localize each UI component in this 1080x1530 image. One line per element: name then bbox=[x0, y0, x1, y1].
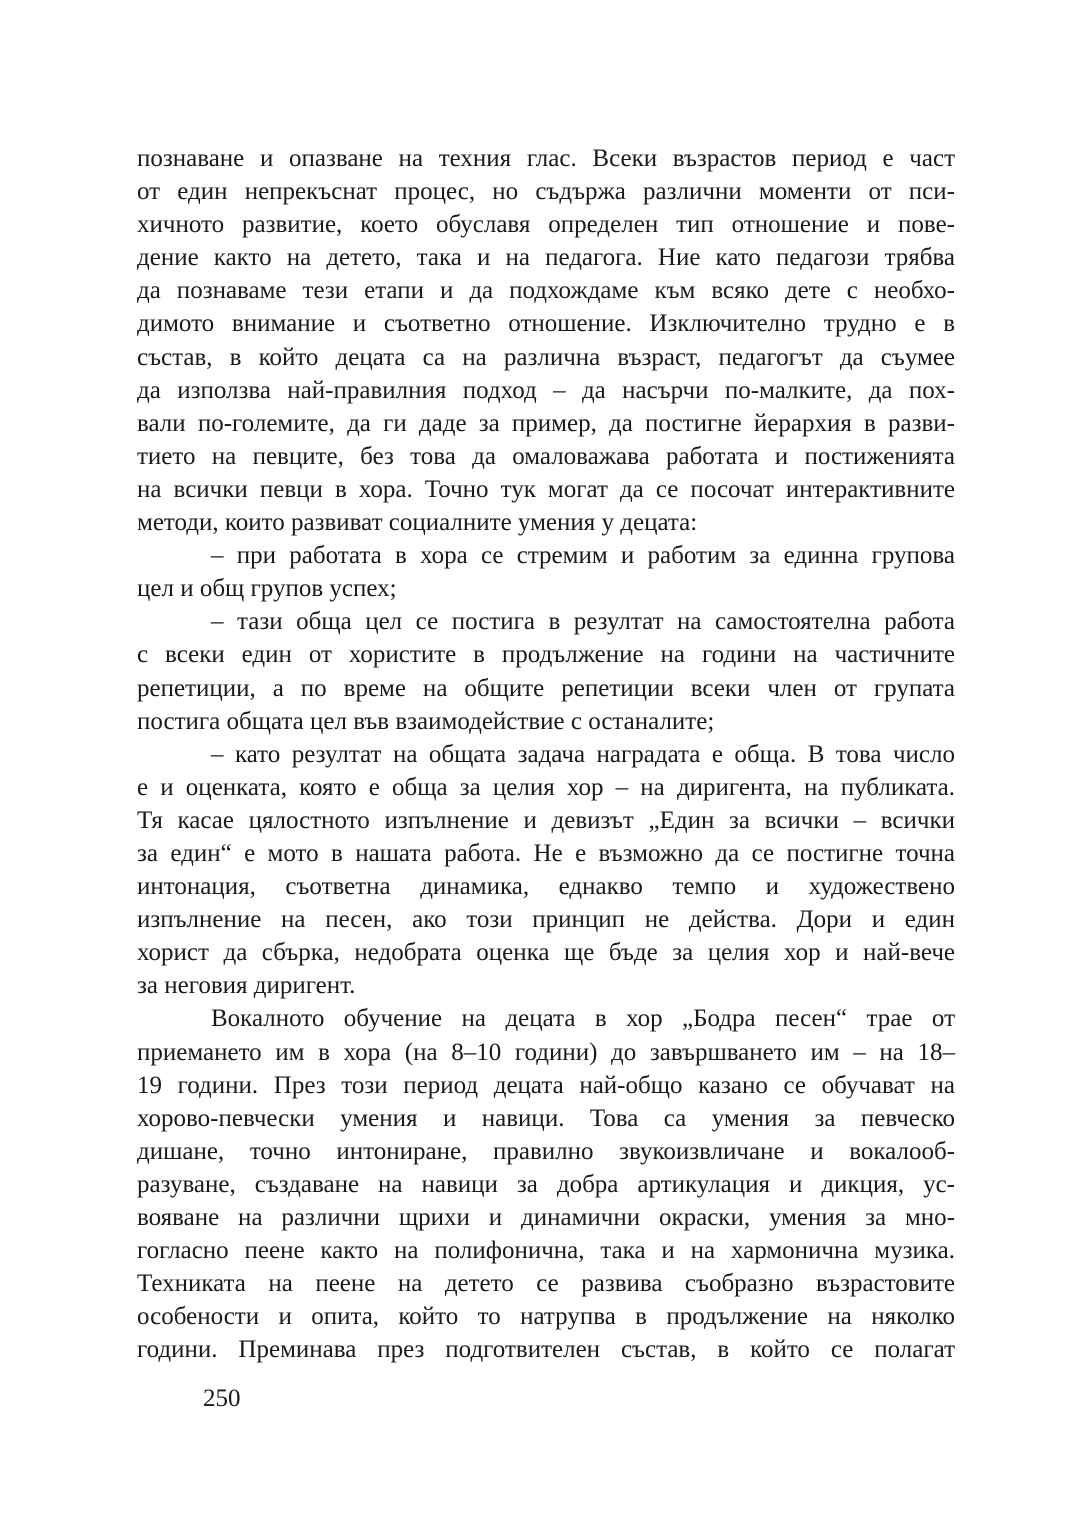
text-line: – като резултат на общата задача наградата е обща. В това число bbox=[211, 740, 955, 768]
page-number: 250 bbox=[203, 1385, 241, 1412]
text-line: тието на певците, без това да омаловажава работата и постиженията bbox=[137, 442, 955, 470]
text-line: познаване и опазване на техния глас. Всеки възрастов период е част bbox=[137, 145, 955, 172]
text-line: Тя касае цялостното изпълнение и девизът „Един за всички – всички bbox=[137, 806, 955, 834]
text-line: приемането им в хора (на 8–10 години) до завършването им – на 18– bbox=[137, 1038, 955, 1066]
text-line: да познаваме тези етапи и да подхождаме към всяко дете с необхо- bbox=[137, 277, 955, 305]
text-line: репетиции, а по време на общите репетиции всеки член от групата bbox=[137, 674, 955, 702]
text-line: хичното развитие, което обуславя определен тип отношение и пове- bbox=[137, 211, 955, 239]
text-line: цел и общ групов успех; bbox=[137, 575, 397, 603]
text-line: методи, които развиват социалните умения у децата: bbox=[137, 509, 698, 537]
text-line: е и оценката, която е обща за целия хор – на диригента, на публиката. bbox=[137, 773, 955, 801]
text-line: 19 години. През този период децата най-общо казано се обучават на bbox=[137, 1071, 955, 1099]
text-line: разуване, създаване на навици за добра артикулация и дикция, ус- bbox=[137, 1170, 955, 1198]
text-line: за неговия диригент. bbox=[137, 972, 356, 1000]
text-line: особености и опита, който то натрупва в продължение на няколко bbox=[137, 1303, 955, 1331]
text-line: Вокалното обучение на децата в хор „Бодра песен“ трае от bbox=[211, 1005, 955, 1033]
text-line: състав, в който децата са на различна възраст, педагогът да съумее bbox=[137, 343, 955, 371]
text-line: вояване на различни щрихи и динамични окраски, умения за мно- bbox=[137, 1204, 955, 1231]
text-line: дение както на детето, така и на педагога. Ние като педагози трябва bbox=[137, 244, 955, 272]
text-line: да използва най-правилния подход – да насърчи по-малките, да пох- bbox=[137, 376, 955, 404]
text-line: хорист да сбърка, недобрата оценка ще бъде за целия хор и най-вече bbox=[137, 939, 955, 967]
text-line: – при работата в хора се стремим и работим за единна групова bbox=[211, 542, 955, 570]
body-text bbox=[137, 142, 955, 1366]
text-line: години. Преминава през подготвителен състав, в който се полагат bbox=[137, 1336, 955, 1364]
text-line: за един“ е мото в нашата работа. Не е възможно да се постигне точна bbox=[137, 839, 955, 867]
text-line: вали по-големите, да ги даде за пример, да постигне йерархия в разви- bbox=[137, 409, 955, 437]
text-line: постига общата цел във взаимодействие с останалите; bbox=[137, 707, 715, 735]
text-line: изпълнение на песен, ако този принцип не действа. Дори и един bbox=[137, 906, 955, 934]
text-line: – тази обща цел се постига в резултат на самостоятелна работа bbox=[211, 608, 955, 636]
text-line: от един непрекъснат процес, но съдържа различни моменти от пси- bbox=[137, 178, 955, 206]
text-line: на всички певци в хора. Точно тук могат да се посочат интерактивните bbox=[137, 475, 955, 503]
text-line: интонация, съответна динамика, еднакво темпо и художествено bbox=[137, 873, 955, 901]
text-line: дишане, точно интониране, правилно звукоизвличане и вокалооб- bbox=[137, 1137, 955, 1165]
text-line: с всеки един от хористите в продължение на години на частичните bbox=[137, 641, 955, 669]
text-line: гогласно пеене както на полифонична, така и на хармонична музика. bbox=[137, 1237, 955, 1265]
text-line: Техниката на пеене на детето се развива съобразно възрастовите bbox=[137, 1270, 955, 1298]
text-line: димото внимание и съответно отношение. Изключително трудно е в bbox=[137, 310, 955, 338]
text-line: хорово-певчески умения и навици. Това са умения за певческо bbox=[137, 1104, 955, 1132]
